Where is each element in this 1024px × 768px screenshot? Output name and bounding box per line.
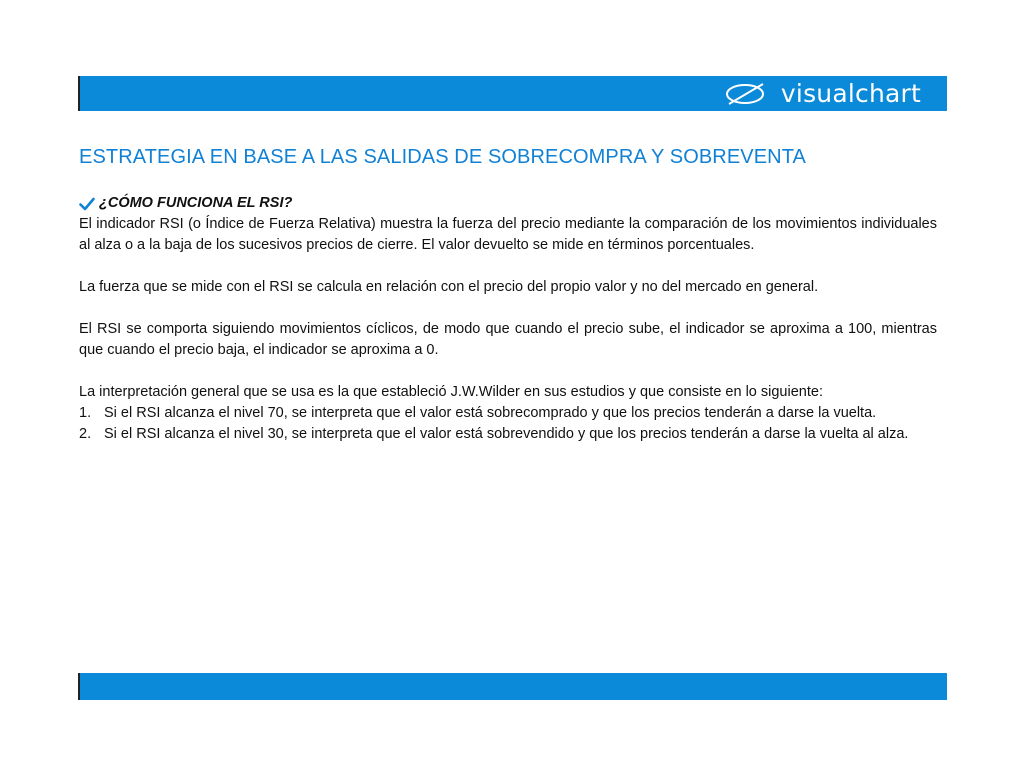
- section-heading: [79, 193, 937, 214]
- paragraph-rsi-cycles: El RSI se comporta siguiendo movimientos cíclicos, de modo que cuando el precio sube, el indicador se aproxima a 100, mientras que cuando el precio baja, el indicador se aproxima a 0.: [79, 321, 937, 358]
- visualchart-logo-icon: [723, 82, 771, 106]
- slide-title: ESTRATEGIA EN BASE A LAS SALIDAS DE SOBRECOMPRA Y SOBREVENTA: [79, 146, 806, 168]
- list-item: [79, 403, 937, 424]
- section-heading-text: ¿CÓMO FUNCIONA EL RSI?: [99, 195, 293, 211]
- list-item-text: Si el RSI alcanza el nivel 30, se interpreta que el valor está sobrevendido y que los precios tenderán a darse la vuelta al alza.: [104, 426, 909, 442]
- list-item: [79, 424, 937, 445]
- interpretation-list: [79, 403, 937, 445]
- footer-edge-mark: [78, 673, 80, 700]
- logo-text: visualchart: [780, 79, 921, 108]
- check-icon: [79, 197, 95, 211]
- header-edge-mark: [78, 76, 80, 111]
- visualchart-logo: [723, 76, 921, 111]
- header-bar: [78, 76, 947, 111]
- list-item-number: 2.: [79, 426, 92, 442]
- main-content: [79, 193, 937, 445]
- footer-bar: [78, 673, 947, 700]
- paragraph-rsi-strength: La fuerza que se mide con el RSI se calcula en relación con el precio del propio valor y no del mercado en general.: [79, 279, 819, 295]
- paragraph-rsi-definition: El indicador RSI (o Índice de Fuerza Relativa) muestra la fuerza del precio mediante la comparación de los movimientos individuales al alza o a la baja de los sucesivos precios de cierre. El valor devuelto se mide en términos porcentuales.: [79, 216, 937, 253]
- list-item-text: Si el RSI alcanza el nivel 70, se interpreta que el valor está sobrecomprado y que los precios tenderán a darse la vuelta.: [104, 405, 877, 421]
- list-item-number: 1.: [79, 405, 92, 421]
- paragraph-rsi-interpretation: La interpretación general que se usa es la que estableció J.W.Wilder en sus estudios y que consiste en lo siguiente:: [79, 384, 823, 400]
